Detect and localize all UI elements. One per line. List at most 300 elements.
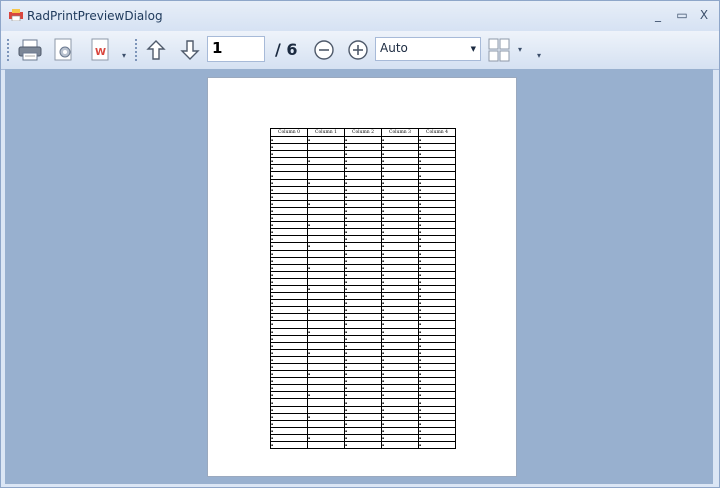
table-row xyxy=(271,328,456,335)
table-cell xyxy=(419,222,456,229)
table-cell xyxy=(345,378,382,385)
table-row xyxy=(271,179,456,186)
table-cell xyxy=(271,307,308,314)
table-cell xyxy=(345,151,382,158)
table-cell xyxy=(382,399,419,406)
table-cell xyxy=(382,257,419,264)
table-cell xyxy=(419,434,456,441)
table-cell xyxy=(271,243,308,250)
table-row xyxy=(271,151,456,158)
table-cell xyxy=(308,144,345,151)
table-cell xyxy=(308,172,345,179)
table-cell xyxy=(345,356,382,363)
table-body xyxy=(271,137,456,449)
table-cell xyxy=(345,349,382,356)
column-header: Column 2 xyxy=(345,129,382,137)
table-cell xyxy=(382,165,419,172)
table-cell xyxy=(345,364,382,371)
multiple-pages-icon xyxy=(488,38,510,62)
table-cell xyxy=(345,385,382,392)
table-cell xyxy=(271,349,308,356)
table-cell xyxy=(271,165,308,172)
page-layout-button[interactable] xyxy=(485,36,513,64)
table-cell xyxy=(271,434,308,441)
arrow-up-icon xyxy=(146,39,166,61)
table-cell xyxy=(271,300,308,307)
table-cell xyxy=(271,371,308,378)
table-cell xyxy=(271,413,308,420)
table-cell xyxy=(308,151,345,158)
table-cell xyxy=(419,250,456,257)
table-cell xyxy=(419,271,456,278)
chevron-down-icon: ▼ xyxy=(470,45,476,53)
table-cell xyxy=(345,271,382,278)
table-cell xyxy=(271,314,308,321)
table-cell xyxy=(271,158,308,165)
table-cell xyxy=(345,300,382,307)
table-cell xyxy=(308,285,345,292)
table-cell xyxy=(271,222,308,229)
table-cell xyxy=(308,420,345,427)
table-cell xyxy=(308,193,345,200)
table-cell xyxy=(308,442,345,449)
table-row xyxy=(271,222,456,229)
table-row xyxy=(271,427,456,434)
table-cell xyxy=(419,144,456,151)
table-cell xyxy=(345,307,382,314)
table-cell xyxy=(419,392,456,399)
table-cell xyxy=(382,413,419,420)
table-cell xyxy=(345,278,382,285)
table-cell xyxy=(308,392,345,399)
table-cell xyxy=(271,378,308,385)
print-icon xyxy=(18,39,42,61)
table-cell xyxy=(308,427,345,434)
table-row xyxy=(271,250,456,257)
table-cell xyxy=(382,293,419,300)
table-cell xyxy=(308,165,345,172)
column-header: Column 0 xyxy=(271,129,308,137)
table-cell xyxy=(271,399,308,406)
table-cell xyxy=(382,371,419,378)
table-row xyxy=(271,385,456,392)
zoom-dropdown[interactable] xyxy=(375,37,481,61)
table-cell xyxy=(382,392,419,399)
table-cell xyxy=(345,158,382,165)
table-cell xyxy=(271,229,308,236)
table-cell xyxy=(345,293,382,300)
table-cell xyxy=(382,300,419,307)
table-cell xyxy=(308,399,345,406)
document-page xyxy=(207,77,517,477)
zoom-out-button[interactable] xyxy=(310,36,338,64)
table-row xyxy=(271,321,456,328)
current-page-input[interactable]: 1 xyxy=(207,36,265,62)
document-table xyxy=(270,128,456,449)
table-cell xyxy=(271,392,308,399)
table-row xyxy=(271,193,456,200)
table-cell xyxy=(308,179,345,186)
table-row xyxy=(271,257,456,264)
table-cell xyxy=(345,172,382,179)
table-cell xyxy=(345,144,382,151)
toolbar-grip[interactable] xyxy=(7,39,9,61)
table-cell xyxy=(308,307,345,314)
table-row xyxy=(271,215,456,222)
table-cell xyxy=(382,158,419,165)
table-cell xyxy=(308,413,345,420)
table-cell xyxy=(382,321,419,328)
table-cell xyxy=(382,271,419,278)
table-cell xyxy=(308,328,345,335)
table-cell xyxy=(271,137,308,144)
layout-dropdown-arrow[interactable]: ▾ xyxy=(517,45,522,54)
table-cell xyxy=(271,278,308,285)
table-cell xyxy=(308,264,345,271)
table-cell xyxy=(419,186,456,193)
table-cell xyxy=(419,335,456,342)
table-cell xyxy=(419,427,456,434)
table-row xyxy=(271,442,456,449)
table-cell xyxy=(382,151,419,158)
window-title: RadPrintPreviewDialog xyxy=(27,9,163,23)
table-row xyxy=(271,243,456,250)
table-row xyxy=(271,434,456,441)
table-cell xyxy=(419,137,456,144)
table-cell xyxy=(271,427,308,434)
table-cell xyxy=(271,207,308,214)
table-row xyxy=(271,392,456,399)
table-cell xyxy=(419,356,456,363)
table-cell xyxy=(382,378,419,385)
table-cell xyxy=(308,222,345,229)
table-row xyxy=(271,300,456,307)
table-cell xyxy=(419,151,456,158)
table-cell xyxy=(419,264,456,271)
next-page-button[interactable] xyxy=(176,36,204,64)
table-cell xyxy=(271,364,308,371)
table-row xyxy=(271,186,456,193)
table-row xyxy=(271,207,456,214)
table-row xyxy=(271,335,456,342)
table-row xyxy=(271,342,456,349)
table-cell xyxy=(382,278,419,285)
close-button[interactable]: X xyxy=(699,8,709,22)
table-cell xyxy=(308,271,345,278)
table-cell xyxy=(308,243,345,250)
table-cell xyxy=(345,264,382,271)
table-cell xyxy=(345,250,382,257)
table-cell xyxy=(382,342,419,349)
table-cell xyxy=(345,399,382,406)
table-row xyxy=(271,229,456,236)
table-row xyxy=(271,349,456,356)
table-row xyxy=(271,278,456,285)
table-cell xyxy=(271,264,308,271)
title-bar[interactable] xyxy=(1,1,719,31)
table-cell xyxy=(382,307,419,314)
minimize-button[interactable]: _ xyxy=(655,8,661,22)
table-row xyxy=(271,293,456,300)
table-cell xyxy=(419,413,456,420)
table-cell xyxy=(271,356,308,363)
table-cell xyxy=(419,285,456,292)
table-cell xyxy=(345,371,382,378)
table-cell xyxy=(345,236,382,243)
print-button[interactable] xyxy=(16,36,44,64)
table-cell xyxy=(382,328,419,335)
table-cell xyxy=(271,335,308,342)
table-cell xyxy=(271,186,308,193)
table-cell xyxy=(419,420,456,427)
table-cell xyxy=(271,406,308,413)
table-cell xyxy=(271,172,308,179)
page-settings-button[interactable] xyxy=(50,36,78,64)
table-row xyxy=(271,356,456,363)
table-cell xyxy=(271,193,308,200)
table-cell xyxy=(308,186,345,193)
table-cell xyxy=(308,229,345,236)
table-row xyxy=(271,413,456,420)
table-cell xyxy=(308,335,345,342)
table-row xyxy=(271,165,456,172)
table-cell xyxy=(308,385,345,392)
table-cell xyxy=(382,314,419,321)
table-row xyxy=(271,420,456,427)
table-cell xyxy=(271,144,308,151)
table-cell xyxy=(382,335,419,342)
table-cell xyxy=(345,200,382,207)
table-row xyxy=(271,172,456,179)
table-cell xyxy=(308,236,345,243)
table-cell xyxy=(271,385,308,392)
table-row xyxy=(271,144,456,151)
toolbar-grip[interactable] xyxy=(135,39,137,61)
table-cell xyxy=(382,427,419,434)
table-cell xyxy=(419,371,456,378)
page-total-label: / 6 xyxy=(275,40,298,59)
zoom-value: Auto xyxy=(380,41,408,55)
table-cell xyxy=(271,442,308,449)
table-row xyxy=(271,271,456,278)
table-cell xyxy=(345,434,382,441)
table-cell xyxy=(345,342,382,349)
table-cell xyxy=(271,215,308,222)
table-cell xyxy=(271,321,308,328)
toolbar-overflow-1[interactable]: ▾ xyxy=(121,51,126,60)
table-row xyxy=(271,364,456,371)
table-cell xyxy=(419,165,456,172)
table-cell xyxy=(419,158,456,165)
table-cell xyxy=(345,215,382,222)
table-cell xyxy=(345,321,382,328)
table-row xyxy=(271,137,456,144)
table-cell xyxy=(345,243,382,250)
table-cell xyxy=(419,314,456,321)
table-cell xyxy=(382,222,419,229)
table-cell xyxy=(345,165,382,172)
table-cell xyxy=(271,420,308,427)
table-cell xyxy=(419,321,456,328)
table-cell xyxy=(419,243,456,250)
table-row xyxy=(271,378,456,385)
table-cell xyxy=(419,342,456,349)
table-cell xyxy=(419,200,456,207)
table-cell xyxy=(271,236,308,243)
table-row xyxy=(271,399,456,406)
table-cell xyxy=(345,427,382,434)
table-cell xyxy=(419,378,456,385)
column-header: Column 4 xyxy=(419,129,456,137)
table-cell xyxy=(382,207,419,214)
table-row xyxy=(271,285,456,292)
table-row xyxy=(271,200,456,207)
table-cell xyxy=(419,193,456,200)
table-cell xyxy=(271,151,308,158)
table-cell xyxy=(308,257,345,264)
table-cell xyxy=(308,371,345,378)
table-cell xyxy=(419,328,456,335)
table-cell xyxy=(271,257,308,264)
table-cell xyxy=(382,236,419,243)
table-cell xyxy=(382,364,419,371)
table-cell xyxy=(271,200,308,207)
table-cell xyxy=(345,328,382,335)
table-cell xyxy=(308,349,345,356)
table-cell xyxy=(308,278,345,285)
table-cell xyxy=(345,392,382,399)
table-cell xyxy=(308,293,345,300)
table-cell xyxy=(382,179,419,186)
table-cell xyxy=(271,250,308,257)
table-cell xyxy=(271,179,308,186)
table-cell xyxy=(382,200,419,207)
table-cell xyxy=(382,186,419,193)
table-row xyxy=(271,371,456,378)
table-row xyxy=(271,264,456,271)
table-row xyxy=(271,158,456,165)
table-cell xyxy=(345,406,382,413)
table-row xyxy=(271,236,456,243)
table-cell xyxy=(419,229,456,236)
table-cell xyxy=(382,172,419,179)
table-cell xyxy=(271,328,308,335)
table-cell xyxy=(308,321,345,328)
maximize-button[interactable]: ▭ xyxy=(676,8,688,22)
table-cell xyxy=(419,215,456,222)
table-cell xyxy=(345,257,382,264)
toolbar-overflow-2[interactable]: ▾ xyxy=(536,51,541,60)
zoom-out-icon xyxy=(313,39,335,61)
table-row xyxy=(271,406,456,413)
table-cell xyxy=(382,229,419,236)
printer-app-icon xyxy=(9,9,23,21)
table-row xyxy=(271,314,456,321)
table-cell xyxy=(271,293,308,300)
table-cell xyxy=(345,186,382,193)
table-cell xyxy=(345,179,382,186)
table-cell xyxy=(419,385,456,392)
table-cell xyxy=(419,307,456,314)
column-header: Column 1 xyxy=(308,129,345,137)
table-cell xyxy=(382,434,419,441)
table-cell xyxy=(382,349,419,356)
table-cell xyxy=(308,250,345,257)
table-cell xyxy=(308,406,345,413)
table-cell xyxy=(419,278,456,285)
table-cell xyxy=(345,193,382,200)
table-cell xyxy=(382,442,419,449)
table-cell xyxy=(419,399,456,406)
export-button[interactable] xyxy=(86,36,114,64)
table-cell xyxy=(345,285,382,292)
table-cell xyxy=(271,342,308,349)
table-cell xyxy=(419,172,456,179)
column-header: Column 3 xyxy=(382,129,419,137)
table-cell xyxy=(308,200,345,207)
arrow-down-icon xyxy=(180,39,200,61)
table-cell xyxy=(308,434,345,441)
svg-text:W: W xyxy=(95,47,107,58)
table-cell xyxy=(308,364,345,371)
table-cell xyxy=(308,378,345,385)
table-cell xyxy=(382,193,419,200)
table-cell xyxy=(382,250,419,257)
table-cell xyxy=(382,385,419,392)
export-icon xyxy=(90,38,110,62)
previous-page-button[interactable] xyxy=(142,36,170,64)
table-cell xyxy=(382,285,419,292)
table-cell xyxy=(419,207,456,214)
table-cell xyxy=(382,356,419,363)
zoom-in-button[interactable] xyxy=(344,36,372,64)
table-cell xyxy=(308,158,345,165)
table-cell xyxy=(308,356,345,363)
table-cell xyxy=(382,215,419,222)
table-cell xyxy=(382,137,419,144)
table-cell xyxy=(382,264,419,271)
table-cell xyxy=(345,137,382,144)
table-cell xyxy=(345,442,382,449)
table-cell xyxy=(271,285,308,292)
table-row xyxy=(271,307,456,314)
table-cell xyxy=(419,406,456,413)
table-cell xyxy=(382,243,419,250)
table-cell xyxy=(308,300,345,307)
table-cell xyxy=(345,229,382,236)
table-cell xyxy=(308,137,345,144)
table-cell xyxy=(308,314,345,321)
table-cell xyxy=(419,293,456,300)
table-cell xyxy=(419,442,456,449)
page-settings-icon xyxy=(53,38,75,62)
table-cell xyxy=(382,144,419,151)
table-header-row xyxy=(271,129,456,137)
table-cell xyxy=(419,257,456,264)
table-cell xyxy=(382,406,419,413)
table-cell xyxy=(419,179,456,186)
table-cell xyxy=(308,207,345,214)
table-cell xyxy=(345,222,382,229)
table-cell xyxy=(308,342,345,349)
table-cell xyxy=(419,364,456,371)
table-cell xyxy=(345,420,382,427)
table-cell xyxy=(345,314,382,321)
table-cell xyxy=(419,300,456,307)
table-cell xyxy=(345,413,382,420)
table-cell xyxy=(382,420,419,427)
table-cell xyxy=(345,207,382,214)
